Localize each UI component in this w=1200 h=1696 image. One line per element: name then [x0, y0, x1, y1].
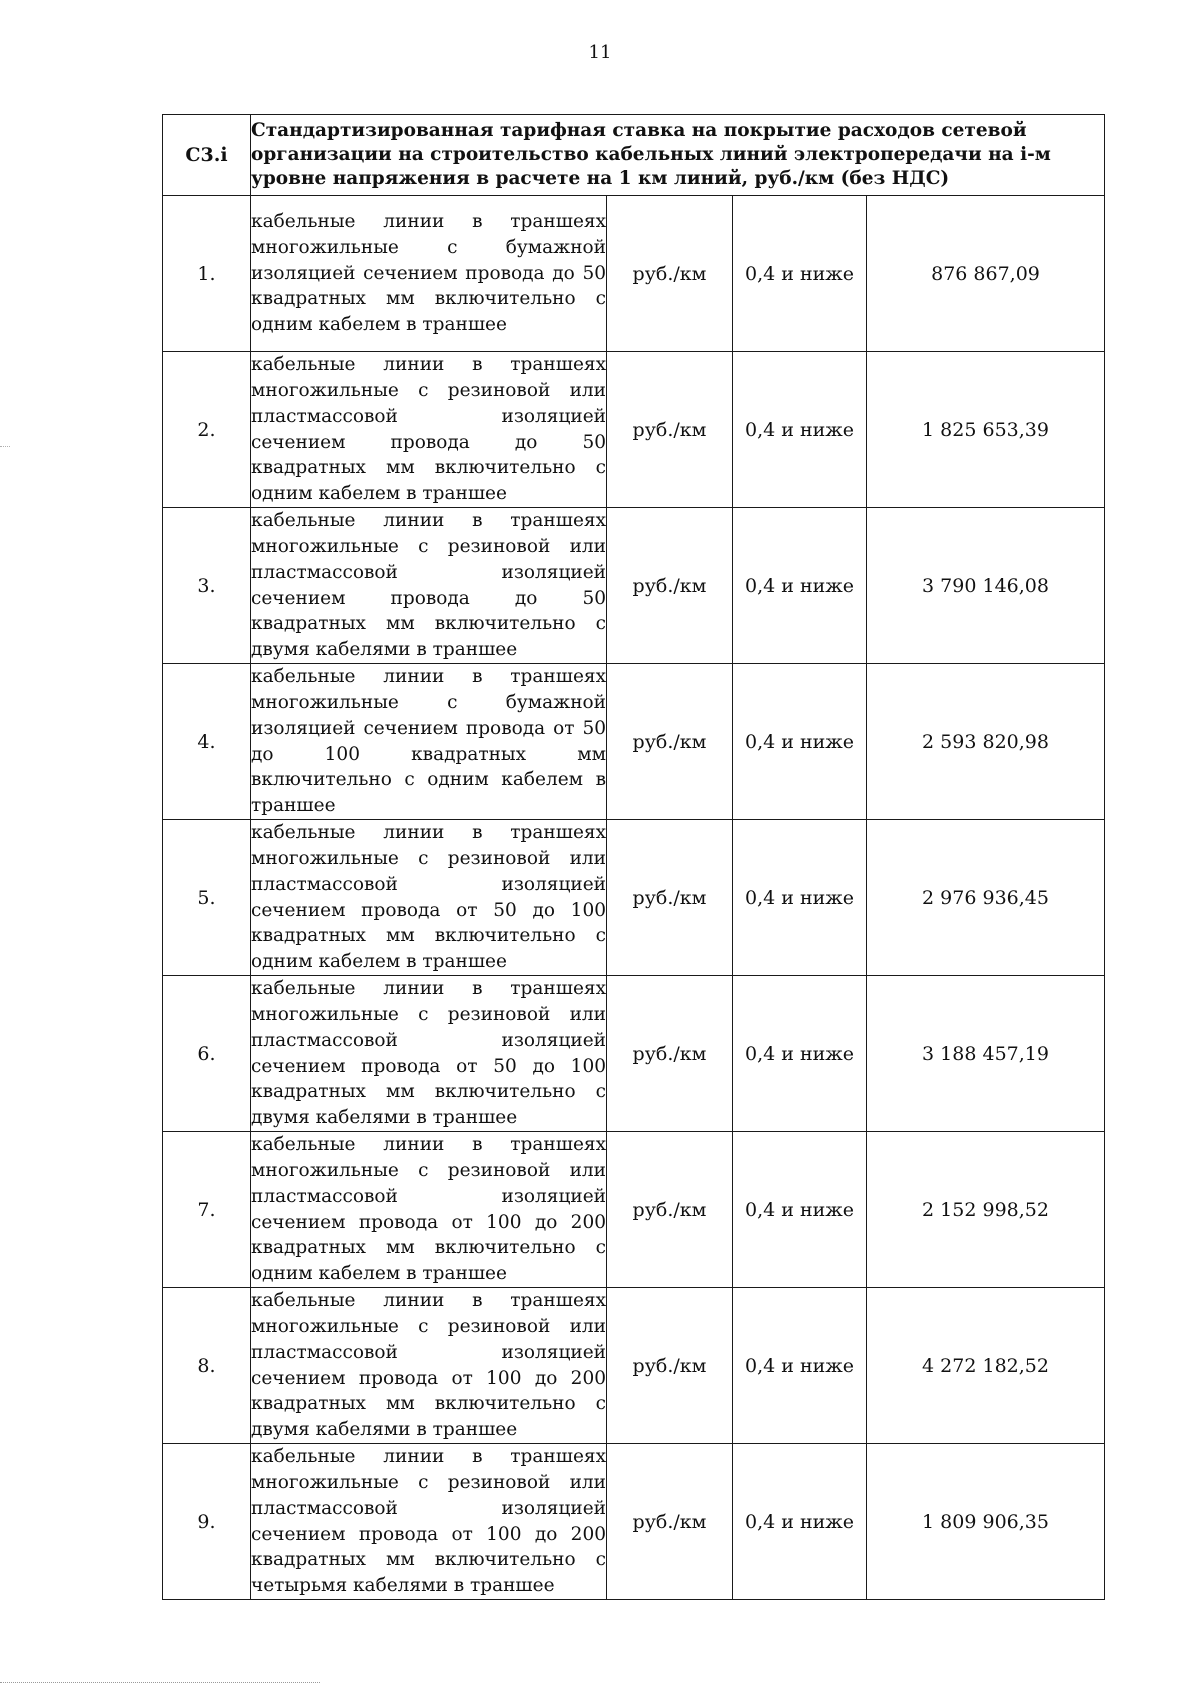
row-voltage-level: 0,4 и ниже [733, 1288, 867, 1444]
row-unit: руб./км [607, 1288, 733, 1444]
row-unit: руб./км [607, 976, 733, 1132]
table-row [163, 820, 1105, 976]
row-unit: руб./км [607, 664, 733, 820]
table-row [163, 1444, 1105, 1600]
row-unit: руб./км [607, 1444, 733, 1600]
row-voltage-level: 0,4 и ниже [733, 508, 867, 664]
row-rate-value: 2 976 936,45 [867, 820, 1105, 976]
row-unit: руб./км [607, 820, 733, 976]
row-description: кабельные линии в траншеях многожильные с резиновой или пластмассовой изоляцией сечением провода от 100 до 200 квадратных мм включительно с двумя кабелями в траншее [251, 1288, 607, 1444]
row-number: 6. [163, 976, 251, 1132]
row-voltage-level: 0,4 и ниже [733, 820, 867, 976]
row-rate-value: 2 593 820,98 [867, 664, 1105, 820]
row-number: 5. [163, 820, 251, 976]
row-rate-value: 3 188 457,19 [867, 976, 1105, 1132]
row-description: кабельные линии в траншеях многожильные с резиновой или пластмассовой изоляцией сечением провода до 50 квадратных мм включительно с двумя кабелями в траншее [251, 508, 607, 664]
row-rate-value: 876 867,09 [867, 196, 1105, 352]
scan-artifact-line [0, 1682, 320, 1683]
page-number: 11 [588, 42, 612, 63]
tariff-table-body [163, 115, 1105, 1600]
row-rate-value: 2 152 998,52 [867, 1132, 1105, 1288]
row-number: 3. [163, 508, 251, 664]
row-voltage-level: 0,4 и ниже [733, 1444, 867, 1600]
row-description: кабельные линии в траншеях многожильные с резиновой или пластмассовой изоляцией сечением провода от 100 до 200 квадратных мм включительно с четырьмя кабелями в траншее [251, 1444, 607, 1600]
section-title: Стандартизированная тарифная ставка на покрытие расходов сетевой организации на строительство кабельных линий электропередачи на i-м уровне напряжения в расчете на 1 км линий, руб./км (без НДС) [251, 115, 1105, 196]
row-description: кабельные линии в траншеях многожильные с резиновой или пластмассовой изоляцией сечением провода до 50 квадратных мм включительно с одним кабелем в траншее [251, 352, 607, 508]
row-rate-value: 1 825 653,39 [867, 352, 1105, 508]
row-description: кабельные линии в траншеях многожильные с бумажной изоляцией сечением провода до 50 квадратных мм включительно с одним кабелем в траншее [251, 196, 607, 352]
row-number: 2. [163, 352, 251, 508]
row-rate-value: 3 790 146,08 [867, 508, 1105, 664]
row-unit: руб./км [607, 1132, 733, 1288]
row-voltage-level: 0,4 и ниже [733, 976, 867, 1132]
table-row [163, 664, 1105, 820]
row-rate-value: 4 272 182,52 [867, 1288, 1105, 1444]
section-code: С3.i [163, 115, 251, 196]
row-voltage-level: 0,4 и ниже [733, 352, 867, 508]
row-number: 9. [163, 1444, 251, 1600]
row-description: кабельные линии в траншеях многожильные с резиновой или пластмассовой изоляцией сечением провода от 100 до 200 квадратных мм включительно с одним кабелем в траншее [251, 1132, 607, 1288]
row-number: 4. [163, 664, 251, 820]
row-number: 8. [163, 1288, 251, 1444]
table-row [163, 352, 1105, 508]
row-voltage-level: 0,4 и ниже [733, 196, 867, 352]
tariff-rates-table [162, 114, 1105, 1600]
table-row [163, 1288, 1105, 1444]
row-description: кабельные линии в траншеях многожильные с резиновой или пластмассовой изоляцией сечением провода от 50 до 100 квадратных мм включительно с одним кабелем в траншее [251, 820, 607, 976]
row-description: кабельные линии в траншеях многожильные с бумажной изоляцией сечением провода от 50 до 100 квадратных мм включительно с одним кабелем в траншее [251, 664, 607, 820]
row-unit: руб./км [607, 352, 733, 508]
row-number: 7. [163, 1132, 251, 1288]
row-voltage-level: 0,4 и ниже [733, 1132, 867, 1288]
row-unit: руб./км [607, 196, 733, 352]
table-header-row [163, 115, 1105, 196]
row-number: 1. [163, 196, 251, 352]
row-rate-value: 1 809 906,35 [867, 1444, 1105, 1600]
table-row [163, 508, 1105, 664]
row-voltage-level: 0,4 и ниже [733, 664, 867, 820]
table-row [163, 196, 1105, 352]
table-row [163, 976, 1105, 1132]
table-row [163, 1132, 1105, 1288]
row-description: кабельные линии в траншеях многожильные с резиновой или пластмассовой изоляцией сечением провода от 50 до 100 квадратных мм включительно с двумя кабелями в траншее [251, 976, 607, 1132]
scan-artifact-mark [0, 446, 10, 447]
row-unit: руб./км [607, 508, 733, 664]
